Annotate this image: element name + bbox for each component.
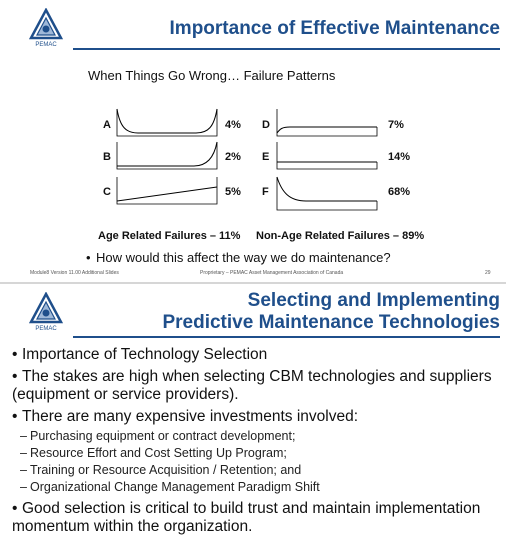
footer-left: Module8 Version 11.00 Additional Slides <box>30 270 119 276</box>
failure-curve-b <box>116 140 218 170</box>
pattern-percent: 2% <box>225 151 241 163</box>
pattern-letter: E <box>262 151 270 163</box>
sub-bullet-item: – Training or Resource Acquisition / Retention; and <box>20 463 302 477</box>
sub-bullet-item: – Organizational Change Management Paradigm Shift <box>20 480 320 494</box>
pattern-percent: 14% <box>388 151 411 163</box>
non-age-related-label: Non-Age Related Failures – 89% <box>256 230 425 242</box>
sub-bullet-text: Purchasing equipment or contract development; <box>30 429 296 443</box>
failure-curve-c <box>116 175 218 205</box>
age-related-label: Age Related Failures – 11% <box>98 230 241 242</box>
pattern-letter: C <box>103 186 111 198</box>
bullet-text: Importance of Technology Selection <box>22 346 268 363</box>
slide-title: Importance of Effective Maintenance <box>169 18 500 39</box>
pemac-logo <box>27 8 65 48</box>
pemac-logo <box>27 292 65 332</box>
question-bullet: • How would this affect the way we do maintenance? <box>86 250 391 265</box>
page-number: 29 <box>485 270 491 276</box>
pattern-letter: F <box>262 186 269 198</box>
bullet-item: • Good selection is critical to build trust and maintain implementation momentum within the organization. <box>12 500 481 535</box>
bullet-text: There are many expensive investments involved: <box>22 408 358 425</box>
failure-curve-f <box>276 175 378 211</box>
sub-bullet-text: Training or Resource Acquisition / Retention; and <box>30 463 302 477</box>
pattern-percent: 5% <box>225 186 241 198</box>
pattern-letter: A <box>103 119 111 131</box>
failure-curve-a <box>116 107 218 137</box>
sub-bullet-text: Organizational Change Management Paradigm Shift <box>30 480 320 494</box>
slide-title-line2: Predictive Maintenance Technologies <box>162 312 500 333</box>
pattern-letter: B <box>103 151 111 163</box>
sub-bullet-item: – Resource Effort and Cost Setting Up Program; <box>20 446 287 460</box>
bullet-item: • There are many expensive investments involved: <box>12 408 358 425</box>
failure-curve-e <box>276 140 378 170</box>
question-text: How would this affect the way we do maintenance? <box>96 250 391 265</box>
logo-text: PEMAC <box>35 326 57 332</box>
bullet-text: The stakes are high when selecting CBM technologies and suppliers (equipment or service providers). <box>12 368 492 403</box>
pattern-percent: 7% <box>388 119 404 131</box>
bullet-item: • Importance of Technology Selection <box>12 346 268 363</box>
title-rule <box>73 48 500 50</box>
slide-2 <box>0 284 506 540</box>
sub-bullet-item: – Purchasing equipment or contract development; <box>20 429 296 443</box>
failure-curve-d <box>276 107 378 137</box>
bullet-item: • The stakes are high when selecting CBM technologies and suppliers (equipment or service providers). <box>12 368 492 403</box>
pattern-percent: 68% <box>388 186 411 198</box>
logo-text: PEMAC <box>35 42 57 48</box>
footer-center: Proprietary – PEMAC Asset Management Association of Canada <box>200 270 344 276</box>
pattern-letter: D <box>262 119 270 131</box>
bullet-text: Good selection is critical to build trust and maintain implementation momentum within the organization. <box>12 500 481 535</box>
pattern-percent: 4% <box>225 119 241 131</box>
slide-subtitle: When Things Go Wrong… Failure Patterns <box>88 68 336 83</box>
sub-bullet-text: Resource Effort and Cost Setting Up Program; <box>30 446 287 460</box>
title-rule <box>73 336 500 338</box>
slide-title-line1: Selecting and Implementing <box>247 290 500 311</box>
